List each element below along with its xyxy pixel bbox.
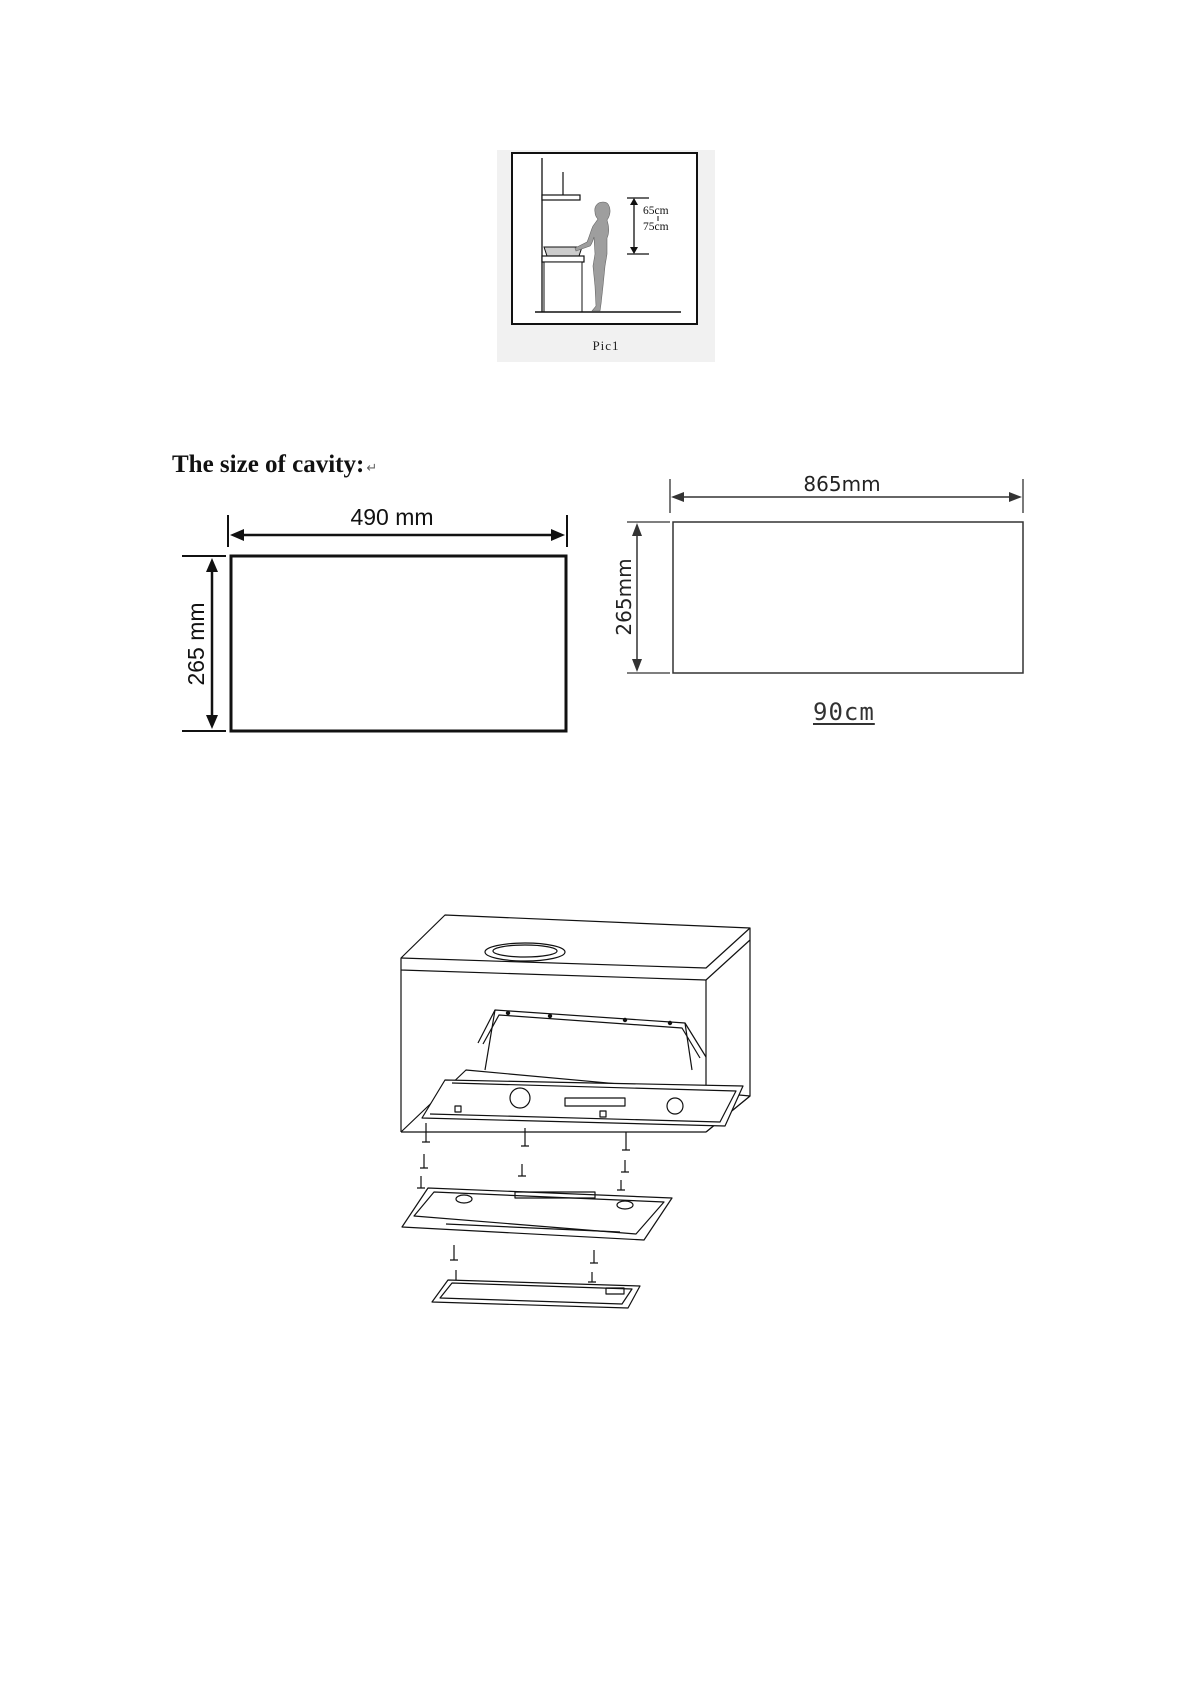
front-panel	[402, 1188, 672, 1240]
height-label-265: 265 mm	[183, 602, 209, 686]
kitchen-cabinet	[544, 262, 582, 312]
arrow-down-icon	[206, 715, 218, 729]
cavity-rect-left	[231, 556, 566, 731]
countertop	[542, 256, 584, 262]
width-label-865: 865mm	[803, 472, 881, 496]
cavity-title	[172, 451, 377, 479]
arrow-up-icon	[632, 523, 642, 536]
pic1-caption: Pic1	[592, 338, 620, 353]
height-label-265mm: 265mm	[612, 558, 636, 636]
pic1-illustration	[497, 150, 715, 362]
filter-trim	[432, 1280, 640, 1308]
arrow-up-icon	[630, 198, 638, 205]
cavity-title-text: The size of cavity:	[172, 451, 365, 478]
measure-bottom-label: 75cm	[643, 221, 669, 233]
width-label-490: 490 mm	[350, 504, 434, 530]
arrow-right-icon	[551, 529, 565, 541]
arrow-left-icon	[230, 529, 244, 541]
paragraph-mark-icon: ↵	[366, 460, 378, 475]
arrow-down-icon	[630, 247, 638, 254]
measure-top-label: 65cm	[643, 205, 669, 217]
arrow-right-icon	[1009, 492, 1022, 502]
cavity-rect-right	[673, 522, 1023, 673]
installation-exploded-view	[400, 910, 760, 1310]
kitchen-height-drawing	[513, 154, 696, 323]
hood-frame	[478, 1010, 706, 1070]
cavity-diagram-left	[180, 495, 590, 745]
range-hood	[542, 195, 580, 200]
arrow-left-icon	[671, 492, 684, 502]
hood-body	[401, 1070, 750, 1132]
arrow-down-icon	[632, 659, 642, 672]
cavity-note-90cm: 90cm	[813, 698, 875, 726]
arrow-up-icon	[206, 558, 218, 572]
mounting-screws	[417, 1123, 630, 1190]
mounting-screws-lower	[450, 1245, 598, 1282]
cavity-diagram-right	[610, 465, 1040, 685]
pic1-frame	[511, 152, 698, 325]
